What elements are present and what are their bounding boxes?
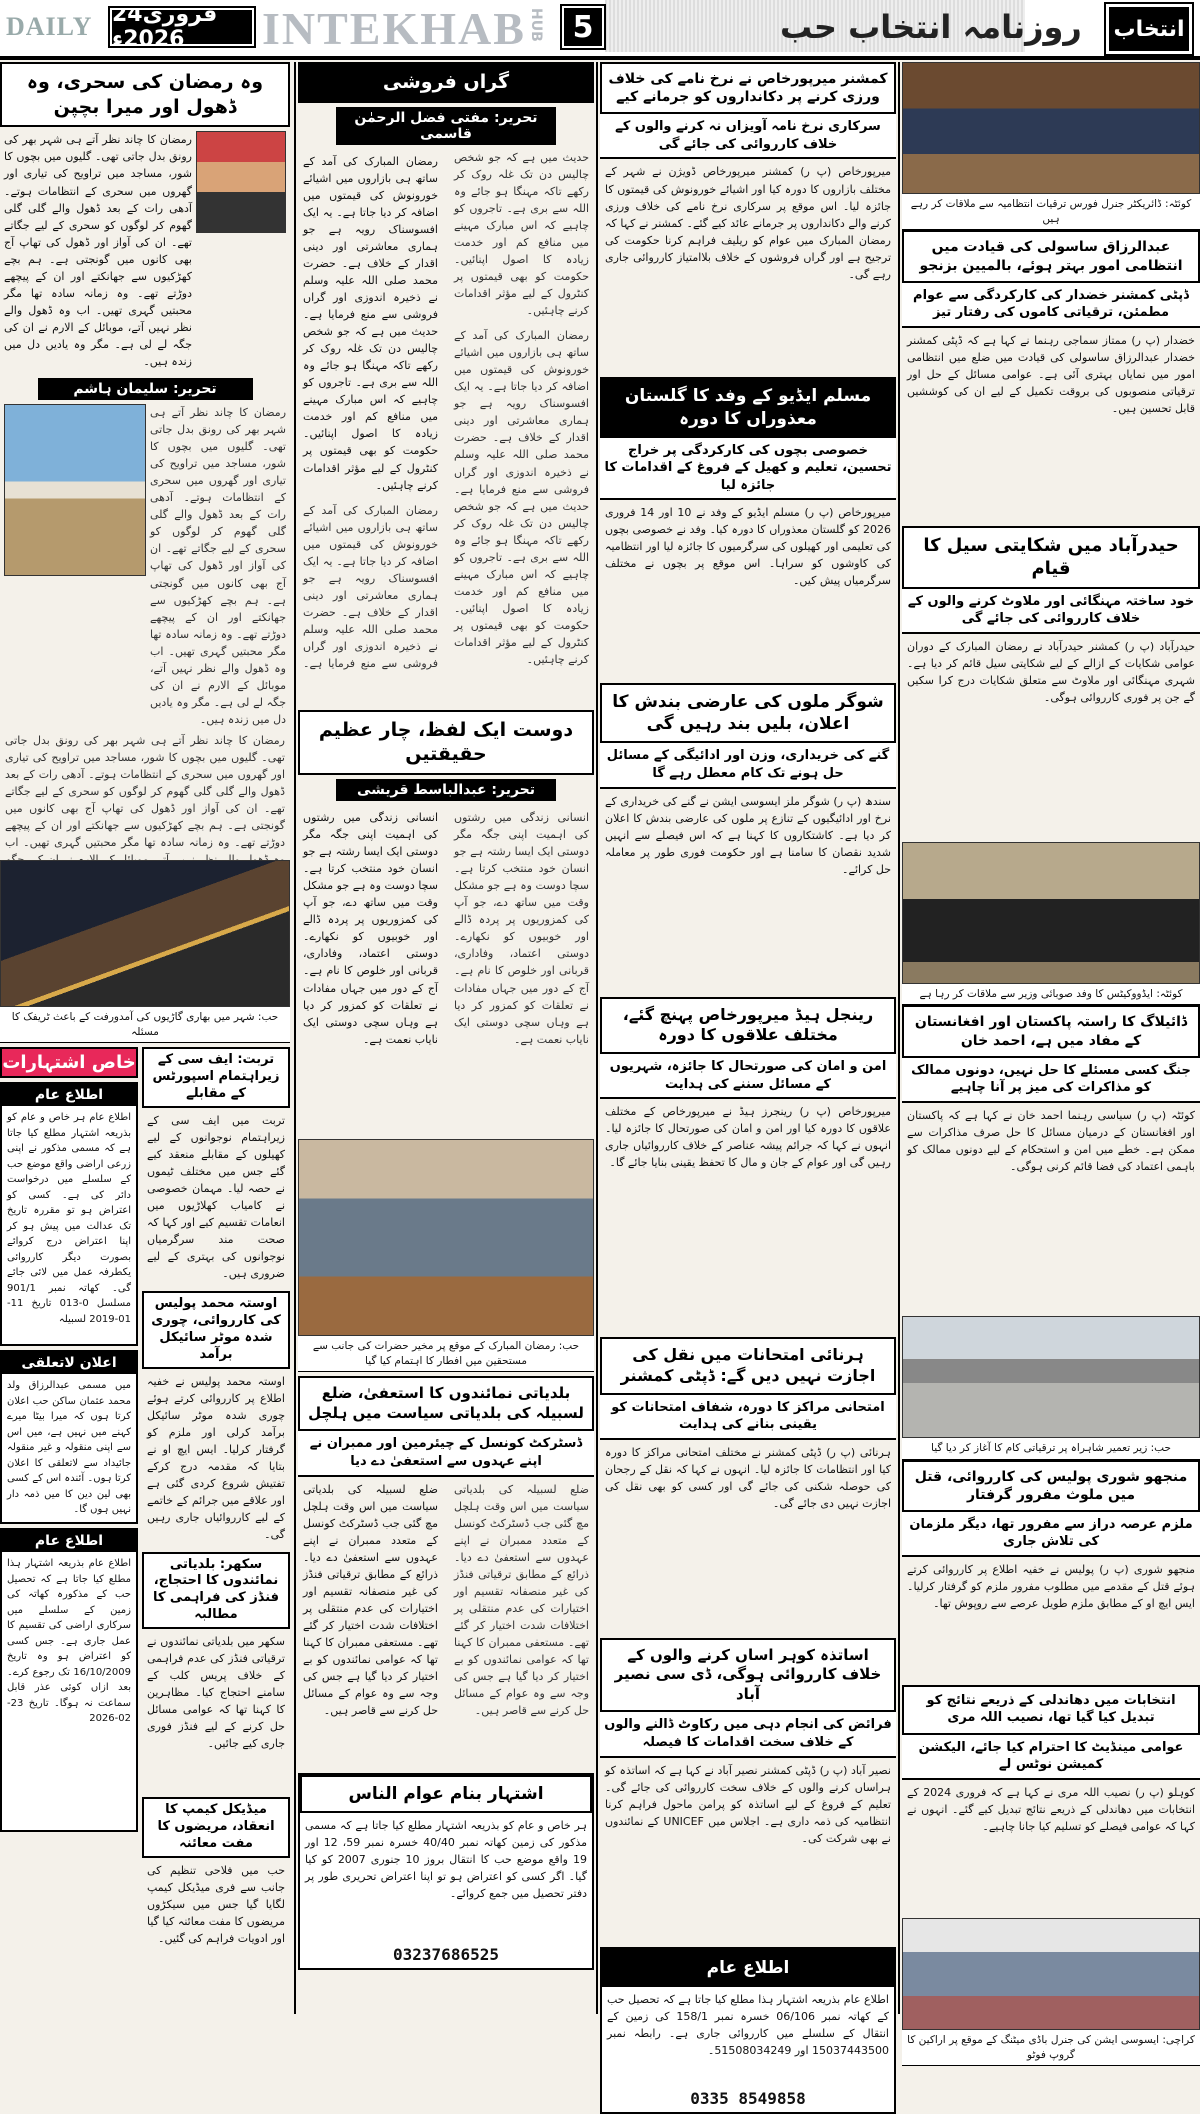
article-body: میرپورخاص (پ ر) مسلم ایڈیو کے وفد نے 10 اور 14 فروری 2026 کو گلستان معذوراں کا دورہ کیا۔ وفد نے خصوصی بچوں کی تعلیمی اور کھیلوں کی سرگرمیوں کا جائزہ لیا اور انتظامیہ کی کاوشوں کو سراہا۔ اس موقع پر بچوں نے مختلف سرگرمیاں پیش کیں۔	[605, 506, 891, 588]
brief-body: تربت میں ایف سی کے زیراہتمام نوجوانوں کے لیے کھیلوں کے مقابلے منعقد کیے گئے جس میں مختلف ٹیموں نے حصہ لیا۔ مہمان خصوصی نے کامیاب کھلاڑیوں میں انعامات تقسیم کیے اور کہا کہ صحت مند سرگرمیاں نوجوانوں کی بہتری کے لیے ضروری ہیں۔	[147, 1113, 285, 1281]
ad-text: اطلاع عام بذریعہ اشتہار ہذا مطلع کیا جاتا ہے کہ تحصیل حب کے مذکورہ کھاتہ کی زمین کے سلسلے میں سرکاری اراضی کی تقسیم کا عمل جاری ہے۔ جس کسی کو اعتراض ہو وہ تاریخ 16/10/2009 تک رجوع کرے۔ بعد ازاں کوئی عذر قابل سماعت نہ ہوگا۔ تاریخ 23-02-2026	[7, 1558, 131, 1725]
ad-box	[0, 1528, 138, 1832]
article-headline: اساتذہ کوہر اساں کرنے والوں کے خلاف کارروائی ہوگی، ڈی سی نصیر آباد	[600, 1638, 896, 1713]
article-headline: حیدرآباد میں شکایتی سیل کا قیام	[902, 526, 1200, 589]
article-photo	[4, 404, 146, 576]
brief-headline: میڈیکل کیمپ کا انعقاد، مریضوں کا مفت معائنہ	[142, 1797, 290, 1858]
article-body-text: انسانی زندگی میں رشتوں کی اہمیت اپنی جگہ مگر دوستی ایک ایسا رشتہ ہے جو انسان خود منتخب کرتا ہے۔ سچا دوست وہ ہے جو مشکل وقت میں ساتھ دے، جو آپ کی کمزوریوں پر پردہ ڈالے اور خوبیوں کو نکھارے۔ دوستی اعتماد، وفاداری، قربانی اور خلوص کا نام ہے۔ آج کے دور میں جہاں مفادات نے تعلقات کو کمزور کر دیا ہے وہاں سچی دوستی ایک نایاب نعمت ہے۔	[303, 811, 438, 1046]
article-subheadline: ڈپٹی کمشنر خضدار کی کارکردگی سے عوام مطمئن، ترقیاتی کاموں کی رفتار تیز	[902, 283, 1200, 328]
article-headline: بلدیاتی نمائندوں کا استعفیٰ، ضلع لسبیلہ کی بلدیاتی سیاست میں ہلچل	[298, 1376, 594, 1431]
road-photo	[902, 1316, 1200, 1438]
article-body: منجھو شوری (پ ر) پولیس نے خفیہ اطلاع پر کارروائی کرتے ہوئے قتل کے مقدمے میں مطلوب مفرور ملزم کو گرفتار کرلیا۔ ایس ایچ او کے مطابق ملزم طویل عرصے سے روپوش تھا۔	[907, 1563, 1195, 1611]
street-photo	[0, 860, 290, 1007]
photo-caption: حب: زیر تعمیر شاہراہ پر ترقیاتی کام کا آغاز کر دیا گیا	[902, 1438, 1200, 1460]
article-byline: تحریر: سلیمان ہاشم	[38, 378, 253, 400]
ad-heading: اشتہار بنام عوام الناس	[300, 1775, 592, 1813]
article-body: ہرنائی (پ ر) ڈپٹی کمشنر نے مختلف امتحانی مراکز کا دورہ کیا اور انتظامات کا جائزہ لیا۔ انہوں نے کہا کہ نقل کے رجحان کی حوصلہ شکنی کی جائے گی اور کسی کو بھی نقل کی اجازت نہیں دی جائے گی۔	[605, 1445, 891, 1511]
photo-caption: کوئٹہ: ایڈووکیٹس کا وفد صوبائی وزیر سے ملاقات کر رہا ہے	[902, 984, 1200, 1006]
article-headline: کمشنر میرپورخاص نے نرخ نامے کی خلاف ورزی کرنے پر دکانداروں کو جرمانے کیے	[600, 62, 896, 114]
article-body	[298, 1477, 594, 1767]
article-body: کوہلو (پ ر) نصیب اللہ مری نے کہا ہے کہ فروری 2024 کے انتخابات میں دھاندلی کے ذریعے نتائج تبدیل کیے گئے۔ انہوں نے کہا کہ عوامی فیصلے کو تسلیم کیا جانا چاہیے۔	[907, 1785, 1195, 1833]
article-lead	[0, 127, 290, 374]
article-subheadline: ملزم عرصہ دراز سے مفرور تھا، دیگر ملزمان کی تلاش جاری	[902, 1512, 1200, 1557]
article-byline: تحریر: عبدالباسط قریشی	[336, 779, 555, 801]
column-3	[600, 62, 896, 2108]
masthead-logo: انتخاب	[1106, 4, 1192, 54]
article-body: نصیر آباد (پ ر) ڈپٹی کمشنر نصیر آباد نے کہا ہے کہ اساتذہ کو ہراساں کرنے والوں کے خلاف سخت کارروائی کی جائے گی۔ تعلیم کے فروغ کے لیے اساتذہ کو پرامن ماحول فراہم کرنا انتظامیہ کی ذمہ داری ہے۔ اجلاس میں UNICEF کے نمائندوں نے بھی شرکت کی۔	[605, 1763, 891, 1845]
article-headline: ہرنائی امتحانات میں نقل کی اجازت نہیں دیں گے: ڈپٹی کمشنر	[600, 1337, 896, 1395]
masthead-daily: DAILY	[6, 12, 93, 41]
article-body: رمضان کا چاند نظر آتے ہی شہر بھر کی رونق بدل جاتی تھی۔ گلیوں میں بچوں کا شور، مساجد میں تراویح کی تیاری اور گھروں میں سحری کے انتظامات ہوتے۔ آدھی رات کے بعد ڈھول والے گلی گلی گھوم کر لوگوں کو سحری کے لیے جگاتے تھے۔ ان کی آواز اور ڈھول کی تھاپ آج بھی کانوں میں گونجتی ہے۔ ہم بچے کھڑکیوں سے جھانکتے اور ان کے پیچھے دوڑتے تھے۔ وہ زمانہ سادہ تھا مگر محبتیں گہری تھیں۔ اب وہ ڈھول والے نظر نہیں آتے، موبائل کے الارم نے ان کی جگہ لے لی ہے۔ مگر وہ یادیں دل میں زندہ ہیں۔	[4, 133, 192, 368]
author-photo	[196, 131, 286, 233]
masthead-title: INTEKHAB	[262, 3, 526, 54]
ad-box	[0, 1350, 138, 1524]
public-notice-ad	[298, 1773, 594, 1970]
ad-text: اطلاع عام بذریعہ اشتہار ہذا مطلع کیا جاتا ہے کہ تحصیل حب کے کھاتہ نمبر 06/106 خسرہ نمبر 158/1 کی زمین کے انتقال کے سلسلے میں کارروائی جاری ہے۔ رابطہ نمبر 15037443500 اور 51508034249۔	[607, 1992, 889, 2057]
article-body-continued: رمضان کا چاند نظر آتے ہی شہر بھر کی رونق بدل جاتی تھی۔ گلیوں میں بچوں کا شور، مساجد میں تراویح کی تیاری اور گھروں میں سحری کے انتظامات ہوتے۔ آدھی رات کے بعد ڈھول والے گلی گلی گھوم کر لوگوں کو سحری کے لیے جگاتے تھے۔ ان کی آواز اور ڈھول کی تھاپ آج بھی کانوں میں گونجتی ہے۔ ہم بچے کھڑکیوں سے جھانکتے اور ان کے پیچھے دوڑتے تھے۔ وہ زمانہ سادہ تھا مگر محبتیں گہری تھیں۔ اب	[5, 733, 285, 850]
article-subheadline: عوامی مینڈیٹ کا احترام کیا جائے، الیکشن کمیشن نوٹس لے	[902, 1735, 1200, 1780]
article-body: خضدار (پ ر) ممتاز سماجی رہنما نے کہا ہے کہ ڈپٹی کمشنر خضدار عبدالرزاق ساسولی کی قیادت میں ضلع میں انتظامی امور میں نمایاں بہتری آئی ہے۔ عوامی مسائل کے حل اور ترقیاتی منصوبوں کی بروقت تکمیل کے لیے ان کی کوششیں قابل تحسین ہیں۔	[907, 333, 1195, 416]
article-body-text: ضلع لسبیلہ کی بلدیاتی سیاست میں اس وقت ہلچل مچ گئی جب ڈسٹرکٹ کونسل کے متعدد ممبران نے اپنے عہدوں سے استعفیٰ دے دیا۔ ذرائع کے مطابق ترقیاتی فنڈز کی غیر منصفانہ تقسیم اور اختیارات کی عدم منتقلی پر اختلافات شدت اختیار کر گئے تھے۔ مستعفی ممبران کا کہنا تھا کہ عوامی نمائندوں کو بے اختیار کر دیا گیا ہے جس کی وجہ سے وہ عوام کے مسائل حل کرنے سے قاصر ہیں۔	[454, 1482, 589, 1718]
article-headline: عبدالرزاق ساسولی کی قیادت میں انتظامی امور بہتر ہوئے، بالمیین بزنجو	[902, 230, 1200, 282]
brief-headline: اوستہ محمد پولیس کی کارروائی، چوری شدہ موٹر سائیکل برآمد	[142, 1291, 290, 1369]
article-subheadline: سرکاری نرخ نامہ آویزاں نہ کرنے والوں کے خلاف کارروائی کی جائے گی	[600, 114, 896, 159]
iftar-photo	[298, 1139, 594, 1336]
column-1	[0, 62, 290, 2014]
ad-heading: اطلاع عام	[2, 1530, 136, 1552]
article-body: سندھ (پ ر) شوگر ملز ایسوسی ایشن نے گنے کی خریداری کے نرخ اور ادائیگیوں کے تنازع پر ملوں کی عارضی بندش کا اعلان کر دیا ہے۔ کاشتکاروں کا کہنا ہے کہ اس فیصلے سے انہیں شدید نقصان کا سامنا ہے اور حکومت فوری طور پر معاملہ حل کرائے۔	[605, 794, 891, 876]
article-body-text: رمضان المبارک کی آمد کے ساتھ ہی بازاروں میں اشیائے خورونوش کی قیمتوں میں اضافہ کر دیا جاتا ہے۔ یہ ایک افسوسناک رویہ ہے جو ہماری معاشرتی اور دینی اقدار کے خلاف ہے۔ حضرت محمد صلی اللہ علیہ وسلم نے ذخیرہ اندوزی اور گراں فروشی سے منع فرمایا ہے۔ حدیث میں ہے کہ جو شخص چالیس دن تک غلہ روک کر رکھے تاکہ مہنگا ہو جائے وہ اللہ سے بری ہے۔ تاجروں کو چاہیے کہ اس مبارک مہینے میں منافع کم اور خدمت زیادہ کا اصول اپنائیں۔ حکومت کو بھی قیمتوں پر کنٹرول کے لیے مؤثر اقدامات کرنے چاہئیں۔	[454, 329, 589, 667]
column-2	[298, 62, 594, 2014]
photo-caption: کراچی: ایسوسی ایشن کی جنرل باڈی میٹنگ کے موقع پر اراکین کا گروپ فوٹو	[902, 2030, 1200, 2066]
ad-heading: اعلان لاتعلقی	[2, 1352, 136, 1374]
ad-text: اطلاع عام ہر خاص و عام کو بذریعہ اشتہار مطلع کیا جاتا ہے کہ مسمی مذکور نے اپنی زرعی اراضی واقع موضع حب کے سلسلے میں درخواست دائر کی ہے۔ کسی کو اعتراض ہو تو مقررہ تاریخ تک عدالت میں پیش ہو کر اپنا اعتراض درج کروائے بصورت دیگر کارروائی یکطرفہ عمل میں لائی جائے گی۔ کھاتہ نمبر 901/1 مسلسل 0-013 تاریخ 11-01-2019 لسبیلہ	[7, 1112, 131, 1325]
article-subheadline: جنگ کسی مسئلے کا حل نہیں، دونوں ممالک کو مذاکرات کی میز پر آنا چاہیے	[902, 1058, 1200, 1103]
article-body: کوئٹہ (پ ر) سیاسی رہنما احمد خان نے کہا ہے کہ پاکستان اور افغانستان کے درمیان مسائل کا حل صرف مذاکرات سے ممکن ہے۔ خطے میں امن و استحکام کے لیے دونوں ممالک کو باہمی اعتماد کی فضا قائم کرنی ہوگی۔	[907, 1108, 1195, 1174]
article-subheadline: فرائض کی انجام دہی میں رکاوٹ ڈالنے والوں کے خلاف سخت اقدامات کا فیصلہ	[600, 1712, 896, 1757]
article-headline: مسلم ایڈیو کے وفد کا گلستان معذوراں کا دورہ	[600, 377, 896, 437]
article-body-continued: رمضان کا چاند نظر آتے ہی شہر بھر کی رونق بدل جاتی تھی۔ گلیوں میں بچوں کا شور، مساجد میں تراویح کی تیاری اور گھروں میں سحری کے انتظامات ہوتے۔ آدھی رات کے بعد ڈھول والے گلی گلی گھوم کر لوگوں کو سحری کے لیے جگاتے تھے۔ ان کی آواز اور ڈھول کی تھاپ آج بھی کانوں میں گونجتی ہے۔ ہم بچے کھڑکیوں سے جھانکتے اور ان کے پیچھے دوڑتے تھے۔ وہ زمانہ سادہ تھا مگر محبتیں گہری تھیں۔ اب وہ ڈھول والے نظر نہیں آتے، موبائل کے الارم نے ان کی جگہ لے لی ہے۔ مگر وہ یادیں دل میں زندہ ہیں۔	[150, 406, 286, 726]
ad-box	[0, 1082, 138, 1346]
page-number: 5	[562, 6, 604, 48]
article-headline: ڈائیلاگ کا راستہ پاکستان اور افغانستان کے مفاد میں ہے، احمد خان	[902, 1005, 1200, 1057]
article-headline: شوگر ملوں کی عارضی بندش کا اعلان، بلیں بند رہیں گی	[600, 683, 896, 743]
article-byline: تحریر: مفتی فضل الرحمٰن قاسمی	[336, 107, 555, 145]
photo-caption: حب: رمضان المبارک کے موقع پر مخیر حضرات کی جانب سے مستحقین میں افطار کا اہتمام کیا گیا	[298, 1336, 594, 1372]
ad-heading: اطلاع عام	[602, 1949, 894, 1987]
public-notice-ad	[600, 1947, 896, 2114]
ad-phone: 0335 8549858	[690, 2088, 806, 2108]
article-body-text: انسانی زندگی میں رشتوں کی اہمیت اپنی جگہ مگر دوستی ایک ایسا رشتہ ہے جو انسان خود منتخب کرتا ہے۔ سچا دوست وہ ہے جو مشکل وقت میں ساتھ دے، جو آپ کی کمزوریوں پر پردہ ڈالے اور خوبیوں کو نکھارے۔ دوستی اعتماد، وفاداری، قربانی اور خلوص کا نام ہے۔ آج کے دور میں جہاں مفادات نے تعلقات کو کمزور کر دیا ہے وہاں سچی دوستی ایک نایاب نعمت ہے۔	[454, 811, 589, 1046]
article-subheadline: امتحانی مراکز کا دورہ، شفاف امتحانات کو یقینی بنانے کی ہدایت	[600, 1395, 896, 1440]
brief-headline: سکھر: بلدیاتی نمائندوں کا احتجاج، فنڈز کی فراہمی کا مطالبہ	[142, 1552, 290, 1630]
column-divider	[294, 62, 296, 2014]
ad-heading: اطلاع عام	[2, 1084, 136, 1106]
ad-phone: 03237686525	[393, 1944, 499, 1964]
photo-caption: حب: شہر میں بھاری گاڑیوں کی آمدورفت کے باعث ٹریفک کا مسئلہ	[0, 1007, 290, 1043]
brief-body: سکھر میں بلدیاتی نمائندوں نے ترقیاتی فنڈز کی عدم فراہمی کے خلاف پریس کلب کے سامنے احتجاج کیا۔ مظاہرین کا کہنا تھا کہ عوامی مسائل حل کرنے کے لیے فنڈز فوری جاری کیے جائیں۔	[147, 1635, 285, 1751]
article-body	[298, 805, 594, 1135]
article-subheadline: خصوصی بچوں کی کارکردگی پر خراج تحسین، تعلیم و کھیل کے فروغ کے اقدامات کا جائزہ لیا	[600, 438, 896, 501]
article-subheadline: خود ساختہ مہنگائی اور ملاوٹ کرنے والوں کے خلاف کارروائی کی جائے گی	[902, 589, 1200, 634]
article-body-text: رمضان المبارک کی آمد کے ساتھ ہی بازاروں میں اشیائے خورونوش کی قیمتوں میں اضافہ کر دیا جاتا ہے۔ یہ ایک افسوسناک رویہ ہے جو ہماری معاشرتی اور دینی اقدار کے خلاف ہے۔ حضرت محمد صلی اللہ علیہ وسلم نے ذخیرہ اندوزی اور گراں فروشی سے منع فرمایا ہے۔ حدیث میں ہے کہ جو شخص چالیس دن تک غلہ روک کر رکھے تاکہ مہنگا ہو جائے وہ اللہ سے بری ہے۔ تاجروں کو چاہیے کہ اس مبارک مہینے میں منافع کم اور خدمت زیادہ کا اصول اپنائیں۔ حکومت کو بھی قیمتوں پر کنٹرول کے لیے مؤثر اقدامات کرنے چاہئیں۔	[303, 150, 589, 671]
column-4	[902, 62, 1200, 2061]
meeting-photo	[902, 62, 1200, 194]
masthead	[0, 0, 1200, 60]
ad-text: میں مسمی عبدالرزاق ولد محمد عثمان ساکن حب اعلان کرتا ہوں کہ میرا بیٹا میرے کہنے میں نہیں ہے، میں اس سے اپنی منقولہ و غیر منقولہ جائیداد سے لاتعلقی کا اعلان کرتا ہوں۔ آئندہ اس کے کسی بھی لین دین کا میں ذمہ دار نہیں ہوں گا۔	[7, 1380, 131, 1516]
masthead-hub: HUB	[528, 8, 544, 42]
article-headline: دوست ایک لفظ، چار عظیم حقیقتیں	[298, 710, 594, 775]
column-divider	[898, 62, 900, 2014]
article-body: میرپورخاص (پ ر) کمشنر میرپورخاص ڈویژن نے شہر کے مختلف بازاروں کا دورہ کیا اور اشیائے خورونوش کی قیمتوں کا جائزہ لیا۔ اس موقع پر سرکاری نرخ نامے کی خلاف ورزی کرنے والے دکانداروں پر جرمانے عائد کیے گئے۔ کمشنر نے کہا کہ رمضان المبارک میں عوام کو ریلیف فراہم کرنا حکومت کی ترجیح ہے اور گراں فروشوں کے خلاف بلاامتیاز کارروائی جاری رہے گی۔	[605, 165, 891, 281]
article-body-text: رمضان المبارک کی آمد کے ساتھ ہی بازاروں میں اشیائے خورونوش کی قیمتوں میں اضافہ کر دیا جاتا ہے۔ یہ ایک افسوسناک رویہ ہے جو ہماری معاشرتی اور دینی اقدار کے خلاف ہے۔ حضرت محمد صلی اللہ علیہ وسلم نے ذخیرہ اندوزی اور گراں فروشی سے منع فرمایا ہے۔ حدیث میں ہے کہ جو شخص چالیس دن تک غلہ روک کر رکھے تاکہ مہنگا ہو جائے وہ اللہ سے بری ہے۔ تاجروں کو چاہیے کہ اس مبارک مہینے میں منافع کم اور خدمت زیادہ کا اصول اپنائیں۔ حکومت کو بھی قیمتوں پر کنٹرول کے لیے مؤثر اقدامات کرنے چاہئیں۔	[303, 154, 438, 492]
article-subheadline: امن و امان کی صورتحال کا جائزہ، شہریوں کے مسائل سننے کی ہدایت	[600, 1054, 896, 1099]
ad-text: ہر خاص و عام کو بذریعہ اشتہار مطلع کیا جاتا ہے کہ مسمی مذکور کی زمین کھاتہ نمبر 40/40 خسرہ نمبر 59، 12 اور 19 واقع موضع حب کا انتقال بروز 10 جنوری 2007 کو کیا گیا۔ اگر کسی کو اعتراض ہو تو اپنا اعتراض تحریری طور پر دفتر تحصیل میں جمع کروائے۔	[305, 1818, 587, 1900]
article-headline: منجھو شوری پولیس کی کارروائی، قتل میں ملوث مفرور گرفتار	[902, 1460, 1200, 1512]
column-divider	[596, 62, 598, 2014]
masthead-date: 24فروری 2026ء	[110, 8, 254, 46]
article-body-text: ضلع لسبیلہ کی بلدیاتی سیاست میں اس وقت ہلچل مچ گئی جب ڈسٹرکٹ کونسل کے متعدد ممبران نے اپنے عہدوں سے استعفیٰ دے دیا۔ ذرائع کے مطابق ترقیاتی فنڈز کی غیر منصفانہ تقسیم اور اختیارات کی عدم منتقلی پر اختلافات شدت اختیار کر گئے تھے۔ مستعفی ممبران کا کہنا تھا کہ عوامی نمائندوں کو بے اختیار کر دیا گیا ہے جس کی وجہ سے وہ عوام کے مسائل حل کرنے سے قاصر ہیں۔	[303, 1482, 438, 1718]
delegation-photo	[902, 842, 1200, 984]
article-headline: وہ رمضان کی سحری، وہ ڈھول اور میرا بچپن	[0, 62, 290, 127]
article-body	[298, 149, 594, 704]
brief-body: حب میں فلاحی تنظیم کی جانب سے فری میڈیکل کیمپ لگایا گیا جس میں سیکڑوں مریضوں کا مفت معائنہ کیا گیا اور ادویات فراہم کی گئیں۔	[147, 1863, 285, 1945]
masthead-urdu-title: روزنامہ انتخاب حب	[780, 8, 1082, 46]
photo-caption: کوئٹہ: ڈائریکٹر جنرل فورس ترقیات انتظامیہ سے ملاقات کر رہے ہیں	[902, 194, 1200, 230]
article-headline: رینجل ہیڈ میرپورخاص پہنچ گئے، مختلف علاقوں کا دورہ	[600, 997, 896, 1055]
group-photo	[902, 1918, 1200, 2030]
article-headline: انتخابات میں دھاندلی کے ذریعے نتائج کو تبدیل کیا گیا تھا، نصیب اللہ مری	[902, 1685, 1200, 1735]
article-subheadline: ڈسٹرکٹ کونسل کے چیئرمین اور ممبران نے اپنے عہدوں سے استعفیٰ دے دیا	[298, 1431, 594, 1476]
article-body: میرپورخاص (پ ر) رینجرز ہیڈ نے میرپورخاص کے مختلف علاقوں کا دورہ کیا اور امن و امان کی صورتحال کا جائزہ لیا۔ انہوں نے کہا کہ جرائم پیشہ عناصر کے خلاف کارروائیاں جاری رہیں گی اور عوام کے جان و مال کا تحفظ یقینی بنایا جائے گا۔	[605, 1105, 891, 1170]
article-headline: گراں فروشی	[298, 62, 594, 103]
brief-headline: تربت: ایف سی کے زیراہتمام اسپورٹس کے مقابلے	[142, 1047, 290, 1108]
special-ads-label: خاص اشتہارات	[0, 1047, 138, 1078]
brief-body: اوستہ محمد پولیس نے خفیہ اطلاع پر کارروائی کرتے ہوئے چوری شدہ موٹر سائیکل برآمد کرلی اور ملزم کو گرفتار کرلیا۔ ایس ایچ او نے بتایا کہ مقدمہ درج کرکے تفتیش شروع کردی گئی ہے اور علاقے میں جرائم کے خاتمے کے لیے کارروائیاں جاری رہیں گی۔	[147, 1374, 285, 1541]
article-body: حیدرآباد (پ ر) کمشنر حیدرآباد نے رمضان المبارک کے دوران عوامی شکایات کے ازالے کے لیے شکایتی سیل قائم کر دیا ہے۔ شہری مہنگائی اور ملاوٹ سے متعلق شکایات درج کرا سکیں گے جن پر فوری کارروائی ہوگی۔	[907, 639, 1195, 704]
article-subheadline: گنے کی خریداری، وزن اور ادائیگی کے مسائل حل ہونے تک کام معطل رہے گا	[600, 743, 896, 788]
